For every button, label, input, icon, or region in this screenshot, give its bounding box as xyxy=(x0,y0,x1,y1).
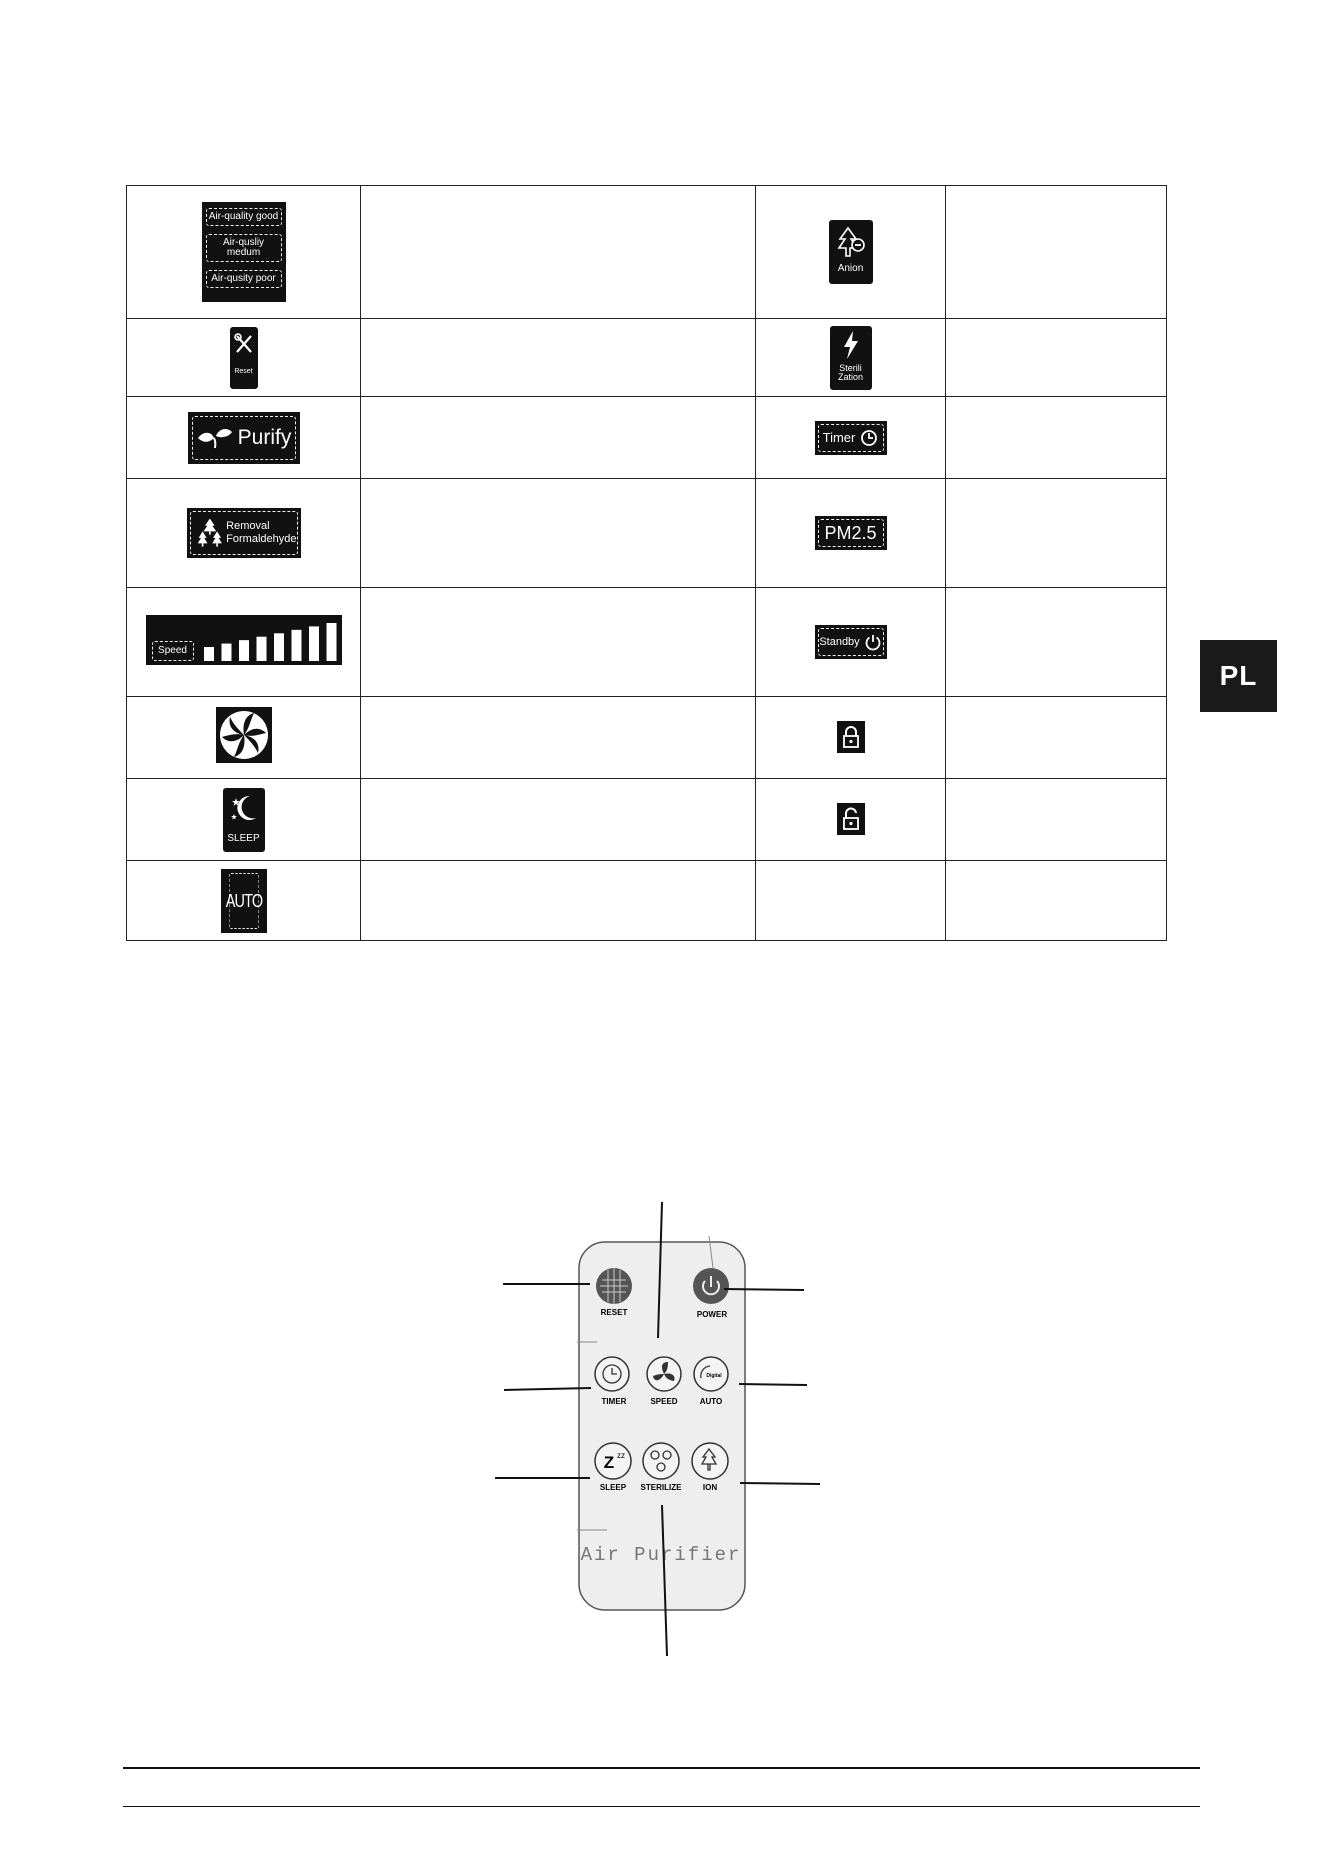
auto-label: AUTO xyxy=(228,873,258,929)
timer-button-label: TIMER xyxy=(601,1397,627,1406)
speed-button[interactable] xyxy=(647,1357,681,1391)
purify-label: Purify xyxy=(237,426,292,449)
reset-label: Reset xyxy=(234,367,253,375)
sterilize-button[interactable] xyxy=(643,1443,679,1479)
reset-button[interactable] xyxy=(596,1268,632,1304)
auto-button-label: AUTO xyxy=(699,1397,723,1406)
language-tab: PL xyxy=(1200,640,1277,712)
auto-button[interactable] xyxy=(694,1357,728,1391)
standby-label: Standby xyxy=(819,635,860,648)
power-button-label: POWER xyxy=(696,1310,728,1319)
sleep-button-label: SLEEP xyxy=(599,1483,627,1492)
sleep-z-icon: Z xyxy=(603,1453,615,1472)
footer-rule-thin xyxy=(123,1806,1200,1807)
air-quality-good-label: Air-quality good xyxy=(206,208,282,226)
formaldehyde-label-1: Removal xyxy=(226,520,270,532)
remote-brand-label: Air Purifier xyxy=(580,1544,742,1566)
sterilize-button-label: STERILIZE xyxy=(640,1483,682,1492)
sleep-button[interactable] xyxy=(595,1443,631,1479)
sleep-label: SLEEP xyxy=(227,832,260,844)
formaldehyde-label-2: Formaldehyde xyxy=(226,533,297,545)
pm25-label: PM2.5 xyxy=(818,519,884,547)
reset-button-label: RESET xyxy=(600,1308,628,1317)
power-button[interactable] xyxy=(693,1268,729,1304)
sleep-zz-icon: zz xyxy=(617,1451,625,1460)
timer-label: Timer xyxy=(822,430,856,445)
air-quality-poor-label: Air-qusity poor xyxy=(206,270,282,288)
auto-icon-text: Digital xyxy=(706,1373,722,1379)
ion-button-label: ION xyxy=(702,1483,718,1492)
footer-rule-thick xyxy=(123,1767,1200,1769)
sterilization-label-1: Sterili xyxy=(839,362,862,373)
speed-button-label: SPEED xyxy=(650,1397,678,1406)
ion-button[interactable] xyxy=(692,1443,728,1479)
speed-label: Speed xyxy=(152,641,194,661)
air-quality-medium-label: Air-qusliy medum xyxy=(206,234,282,262)
sterilization-label-2: Zation xyxy=(837,371,863,382)
timer-button[interactable] xyxy=(595,1357,629,1391)
anion-label: Anion xyxy=(837,263,864,274)
